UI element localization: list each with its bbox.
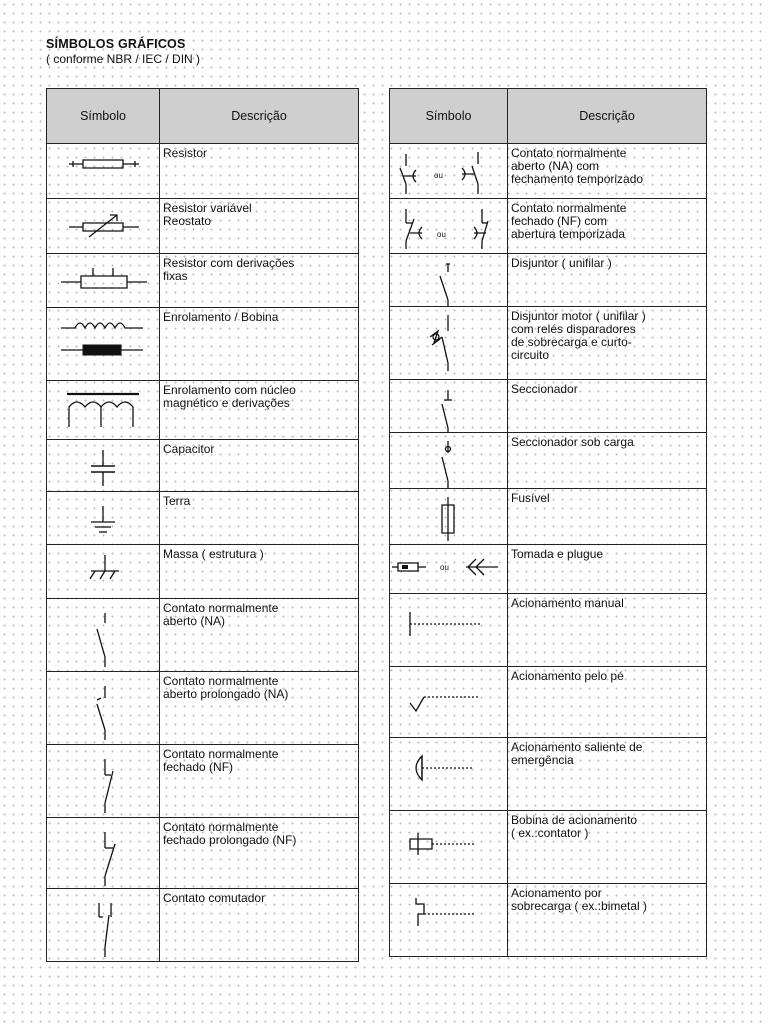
symbol-or-label: ou <box>434 171 443 180</box>
description-line: Contato normalmente <box>163 820 279 834</box>
description-line: Contato normalmente <box>511 201 627 215</box>
description-line: Massa ( estrutura ) <box>163 547 264 561</box>
symbol-cell <box>47 818 160 889</box>
no-contact-icon <box>47 599 159 671</box>
symbol-cell <box>390 811 508 884</box>
page-title: SÍMBOLOS GRÁFICOS <box>46 37 186 51</box>
no-timed-contact-icon <box>390 144 507 198</box>
description-line: Contato comutador <box>163 891 266 905</box>
description-cell <box>508 254 707 307</box>
description-line: Contato normalmente <box>163 674 279 688</box>
symbol-cell <box>47 599 160 672</box>
description-line: Seccionador <box>511 382 578 396</box>
table-row <box>390 594 707 667</box>
table-row <box>47 818 359 889</box>
description-line: fechamento temporizado <box>511 172 644 186</box>
symbol-cell <box>390 738 508 811</box>
description-cell <box>160 381 359 440</box>
table-row <box>390 144 707 199</box>
description-cell <box>508 433 707 489</box>
motor-breaker-icon <box>390 307 507 379</box>
resistor-icon <box>47 144 159 198</box>
table-row <box>390 380 707 433</box>
symbol-cell <box>390 884 508 957</box>
description-line: Reostato <box>163 214 212 228</box>
table-header-row <box>47 89 359 144</box>
description-line: fechado prolongado (NF) <box>163 833 297 847</box>
description-line: Acionamento por <box>511 886 602 900</box>
description-cell <box>160 545 359 599</box>
description-line: de sobrecarga e curto- <box>511 335 632 349</box>
table-header-row <box>390 89 707 144</box>
tapped-resistor-icon <box>47 254 159 307</box>
symbol-cell <box>390 489 508 545</box>
symbol-cell <box>390 199 508 254</box>
table-row <box>47 144 359 199</box>
description-line: fechado (NF) <box>163 760 234 774</box>
changeover-contact-icon <box>47 889 159 961</box>
description-cell <box>508 144 707 199</box>
description-cell <box>508 884 707 957</box>
description-line: Contato normalmente <box>511 146 627 160</box>
disconnector-icon <box>390 380 507 432</box>
description-line: Fusível <box>511 491 550 505</box>
capacitor-icon <box>47 440 159 491</box>
chassis-ground-icon <box>47 545 159 598</box>
description-line: Contato normalmente <box>163 601 279 615</box>
description-line: com relés disparadores <box>511 322 636 336</box>
description-line: Bobina de acionamento <box>511 813 638 827</box>
table-row <box>390 254 707 307</box>
symbol-cell <box>47 672 160 745</box>
description-cell <box>160 672 359 745</box>
symbol-cell <box>47 440 160 492</box>
symbol-cell <box>390 307 508 380</box>
symbol-or-label: ou <box>437 230 446 239</box>
description-cell <box>160 199 359 254</box>
description-line: Acionamento pelo pé <box>511 669 624 683</box>
description-line: Seccionador sob carga <box>511 435 634 449</box>
description-line: Contato normalmente <box>163 747 279 761</box>
table-row <box>47 889 359 962</box>
description-cell <box>508 594 707 667</box>
column-header-description: Descrição <box>160 89 359 144</box>
page-header <box>46 37 200 66</box>
column-header-symbol: Símbolo <box>390 89 508 144</box>
table-row <box>390 667 707 738</box>
description-line: Disjuntor motor ( unifilar ) <box>511 309 646 323</box>
table-row <box>390 307 707 380</box>
table-row <box>47 308 359 381</box>
table-row <box>390 738 707 811</box>
foot-actuation-icon <box>390 667 507 737</box>
description-cell <box>508 199 707 254</box>
table-row <box>47 381 359 440</box>
description-line: emergência <box>511 753 574 767</box>
table-row <box>47 545 359 599</box>
description-cell <box>508 380 707 433</box>
nc-extended-contact-icon <box>47 818 159 888</box>
table-row <box>47 599 359 672</box>
symbol-cell <box>390 594 508 667</box>
symbol-cell <box>47 381 160 440</box>
description-cell <box>160 440 359 492</box>
symbol-cell <box>47 144 160 199</box>
coil-actuation-icon <box>390 811 507 883</box>
table-row <box>47 672 359 745</box>
description-cell <box>160 492 359 545</box>
description-line: aberto prolongado (NA) <box>163 687 289 701</box>
description-line: Resistor com derivações <box>163 256 295 270</box>
socket-plug-icon <box>390 545 507 593</box>
table-row <box>47 745 359 818</box>
coil-icon <box>47 308 159 380</box>
table-row <box>390 545 707 594</box>
no-extended-contact-icon <box>47 672 159 744</box>
description-line: Capacitor <box>163 442 215 456</box>
description-line: Disjuntor ( unifilar ) <box>511 256 612 270</box>
column-header-description: Descrição <box>508 89 707 144</box>
table-row <box>390 811 707 884</box>
symbol-or-label: ou <box>440 563 449 572</box>
description-cell <box>160 254 359 308</box>
symbol-cell <box>390 433 508 489</box>
description-line: fixas <box>163 269 188 283</box>
description-cell <box>160 745 359 818</box>
symbol-cell <box>390 254 508 307</box>
description-line: abertura temporizada <box>511 227 626 241</box>
table-row <box>47 492 359 545</box>
column-header-symbol: Símbolo <box>47 89 160 144</box>
symbols-table-left <box>46 88 359 962</box>
load-disconnector-icon <box>390 433 507 488</box>
fuse-icon <box>390 489 507 544</box>
description-cell <box>160 818 359 889</box>
description-cell <box>508 545 707 594</box>
symbols-table-right <box>389 88 707 957</box>
description-line: Terra <box>163 494 191 508</box>
symbol-cell <box>47 545 160 599</box>
breaker-icon <box>390 254 507 306</box>
manual-actuation-icon <box>390 594 507 666</box>
description-cell <box>160 144 359 199</box>
description-cell <box>160 599 359 672</box>
symbol-cell <box>47 889 160 962</box>
description-line: aberto (NA) com <box>511 159 600 173</box>
description-cell <box>508 738 707 811</box>
page-subtitle: ( conforme NBR / IEC / DIN ) <box>46 52 201 66</box>
table-row <box>47 199 359 254</box>
symbol-cell <box>47 492 160 545</box>
description-cell <box>508 667 707 738</box>
table-row <box>390 884 707 957</box>
table-row <box>390 199 707 254</box>
symbol-cell <box>390 144 508 199</box>
symbol-cell <box>47 254 160 308</box>
description-line: Enrolamento com núcleo <box>163 383 296 397</box>
description-cell <box>508 489 707 545</box>
nc-timed-contact-icon <box>390 199 507 253</box>
symbol-cell <box>47 199 160 254</box>
core-coil-icon <box>47 381 159 439</box>
description-cell <box>160 889 359 962</box>
nc-contact-icon <box>47 745 159 817</box>
overload-actuation-icon <box>390 884 507 956</box>
table-row <box>47 254 359 308</box>
description-line: Enrolamento / Bobina <box>163 310 279 324</box>
description-line: fechado (NF) com <box>511 214 608 228</box>
emergency-button-icon <box>390 738 507 810</box>
symbol-cell <box>47 745 160 818</box>
description-cell <box>508 307 707 380</box>
symbol-cell <box>390 667 508 738</box>
description-line: magnético e derivações <box>163 396 290 410</box>
ground-icon <box>47 492 159 544</box>
description-line: Resistor <box>163 146 208 160</box>
description-cell <box>160 308 359 381</box>
description-line: Acionamento manual <box>511 596 624 610</box>
symbol-cell <box>390 545 508 594</box>
description-line: circuito <box>511 348 550 362</box>
description-line: aberto (NA) <box>163 614 226 628</box>
symbol-cell <box>47 308 160 381</box>
table-row <box>47 440 359 492</box>
description-line: ( ex.:contator ) <box>511 826 589 840</box>
description-cell <box>508 811 707 884</box>
description-line: Acionamento saliente de <box>511 740 643 754</box>
description-line: sobrecarga ( ex.:bimetal ) <box>511 899 648 913</box>
symbol-cell <box>390 380 508 433</box>
table-row <box>390 433 707 489</box>
variable-resistor-icon <box>47 199 159 253</box>
description-line: Resistor variável <box>163 201 252 215</box>
table-row <box>390 489 707 545</box>
description-line: Tomada e plugue <box>511 547 604 561</box>
